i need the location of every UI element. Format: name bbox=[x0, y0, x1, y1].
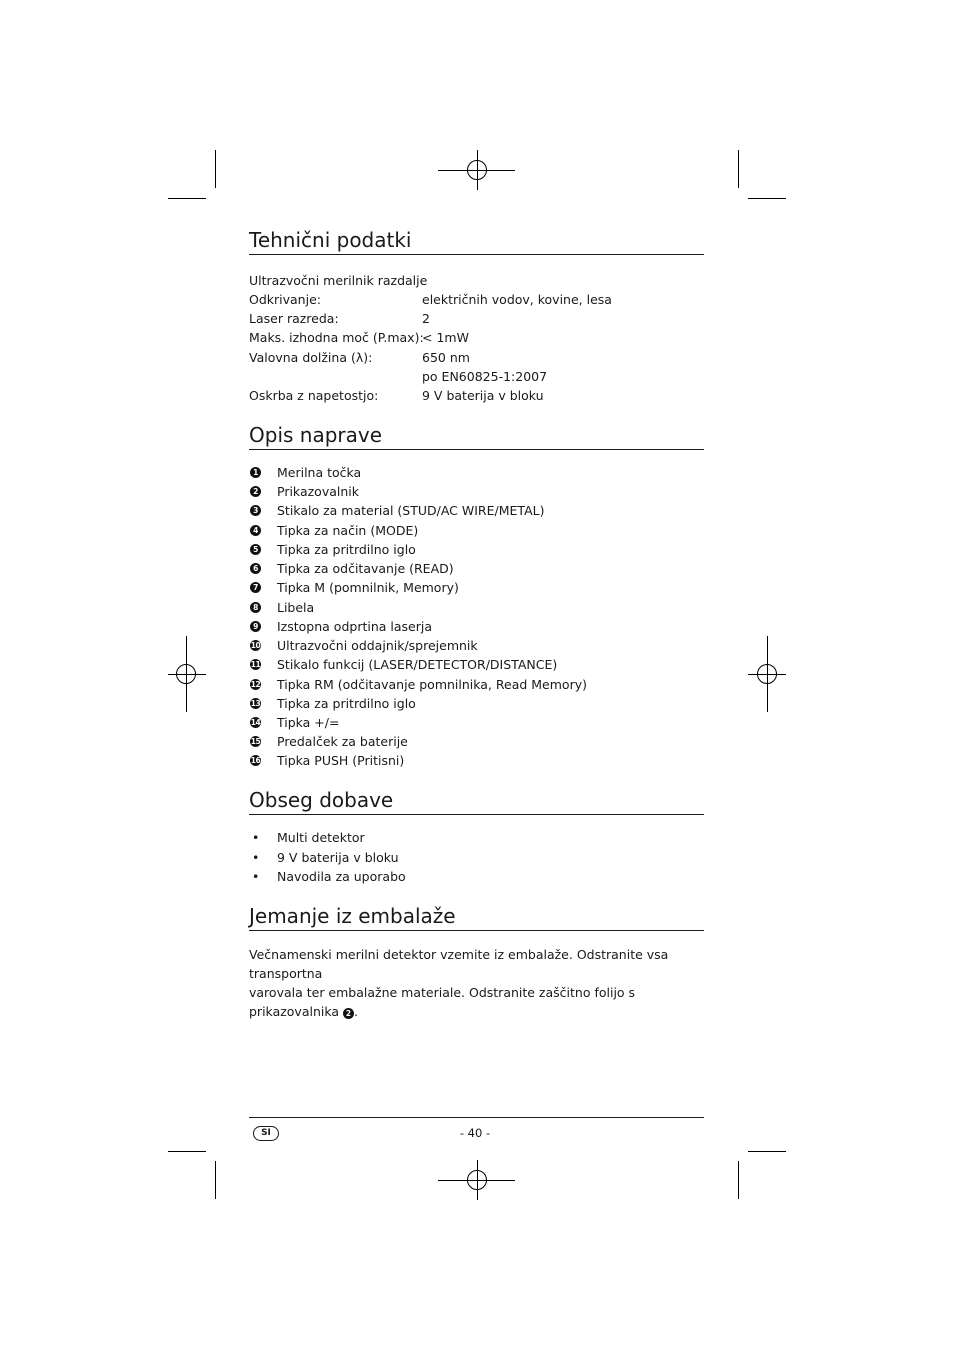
list-item-text: Ultrazvočni oddajnik/sprejemnik bbox=[277, 638, 478, 653]
page-number: - 40 - bbox=[459, 1126, 491, 1140]
number-badge: 8 bbox=[250, 602, 261, 613]
tech-label: Oskrba z napetostjo: bbox=[249, 388, 379, 403]
number-badge: 3 bbox=[250, 505, 261, 516]
crop-mark bbox=[215, 1161, 216, 1199]
list-item-text: Tipka za pritrdilno iglo bbox=[277, 696, 416, 711]
list-item-text: Navodila za uporabo bbox=[277, 869, 406, 884]
list-item-text: Izstopna odprtina laserja bbox=[277, 619, 432, 634]
list-item-text: Libela bbox=[277, 600, 315, 615]
list-item-text: 9 V baterija v bloku bbox=[277, 850, 399, 865]
list-item-text: Tipka za odčitavanje (READ) bbox=[277, 561, 454, 576]
unpack-paragraph bbox=[249, 945, 709, 1021]
list-item-text: Tipka RM (odčitavanje pomnilnika, Read Memory) bbox=[277, 677, 587, 692]
crop-mark bbox=[738, 150, 739, 188]
list-item-text: Merilna točka bbox=[277, 465, 362, 480]
footer-rule bbox=[249, 1117, 704, 1118]
tech-label: Maks. izhodna moč (P.max): bbox=[249, 330, 424, 345]
list-item-text: Tipka za pritrdilno iglo bbox=[277, 542, 416, 557]
language-badge: SI bbox=[253, 1126, 279, 1141]
list-item-text: Tipka PUSH (Pritisni) bbox=[277, 753, 405, 768]
crop-mark bbox=[748, 198, 786, 199]
registration-circle bbox=[467, 1170, 487, 1190]
section-title-device: Opis naprave bbox=[249, 423, 704, 450]
list-item-text: Predalček za baterije bbox=[277, 734, 408, 749]
registration-circle bbox=[176, 664, 196, 684]
list-item-text: Tipka +/= bbox=[277, 715, 340, 730]
registration-circle bbox=[467, 160, 487, 180]
tech-label: Laser razreda: bbox=[249, 311, 339, 326]
number-badge: 10 bbox=[250, 641, 261, 650]
section-title-tech: Tehnični podatki bbox=[249, 228, 704, 255]
list-item-text: Multi detektor bbox=[277, 830, 365, 845]
crop-mark bbox=[738, 1161, 739, 1199]
number-badge: 15 bbox=[250, 737, 261, 746]
crop-mark bbox=[748, 1151, 786, 1152]
tech-value: 9 V baterija v bloku bbox=[422, 388, 544, 403]
list-item-text: Tipka M (pomnilnik, Memory) bbox=[277, 580, 459, 595]
number-badge: 2 bbox=[343, 1008, 354, 1019]
tech-value: 2 bbox=[422, 311, 430, 326]
unpack-line-end: . bbox=[354, 1004, 359, 1019]
tech-value: < 1mW bbox=[422, 330, 469, 345]
number-badge: 11 bbox=[250, 660, 261, 669]
section-title-scope: Obseg dobave bbox=[249, 788, 704, 815]
list-item-text: Prikazovalnik bbox=[277, 484, 359, 499]
unpack-line-text: varovala ter embalažne materiale. Odstranite zaščitno folijo s prikazovalnika bbox=[249, 985, 636, 1019]
tech-value: 650 nm bbox=[422, 350, 470, 365]
bullet: • bbox=[252, 830, 260, 845]
bullet: • bbox=[252, 850, 260, 865]
unpack-line bbox=[249, 983, 709, 1021]
number-badge: 16 bbox=[250, 756, 261, 765]
crop-mark bbox=[168, 1151, 206, 1152]
section-title-unpack: Jemanje iz embalaže bbox=[249, 904, 704, 931]
number-badge: 2 bbox=[250, 486, 261, 497]
number-badge: 4 bbox=[250, 525, 261, 536]
tech-value: električnih vodov, kovine, lesa bbox=[422, 292, 612, 307]
number-badge: 1 bbox=[250, 467, 261, 478]
number-badge: 5 bbox=[250, 544, 261, 555]
tech-label: Valovna dolžina (λ): bbox=[249, 350, 373, 365]
crop-mark bbox=[215, 150, 216, 188]
unpack-line: Večnamenski merilni detektor vzemite iz embalaže. Odstranite vsa transportna bbox=[249, 947, 669, 981]
list-item-text: Stikalo za material (STUD/AC WIRE/METAL) bbox=[277, 503, 545, 518]
number-badge: 14 bbox=[250, 718, 261, 727]
number-badge: 7 bbox=[250, 582, 261, 593]
tech-value: po EN60825-1:2007 bbox=[422, 369, 548, 384]
crop-mark bbox=[168, 198, 206, 199]
tech-subtitle: Ultrazvočni merilnik razdalje bbox=[249, 273, 428, 288]
tech-label: Odkrivanje: bbox=[249, 292, 321, 307]
number-badge: 13 bbox=[250, 699, 261, 708]
number-badge: 12 bbox=[250, 680, 261, 689]
bullet: • bbox=[252, 869, 260, 884]
registration-circle bbox=[757, 664, 777, 684]
number-badge: 9 bbox=[250, 621, 261, 632]
list-item-text: Tipka za način (MODE) bbox=[277, 523, 419, 538]
number-badge: 6 bbox=[250, 563, 261, 574]
list-item-text: Stikalo funkcij (LASER/DETECTOR/DISTANCE) bbox=[277, 657, 558, 672]
